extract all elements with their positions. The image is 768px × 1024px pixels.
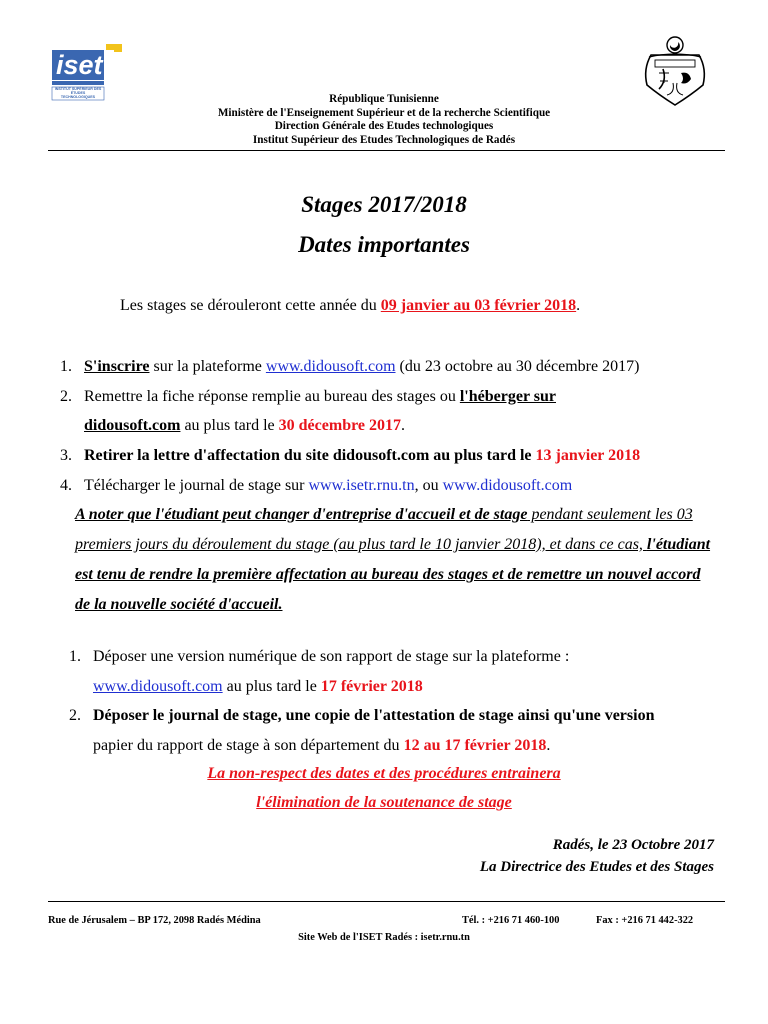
final-step-2-pre: papier du rapport de stage à son département du <box>93 737 404 754</box>
header-line-institute: Institut Supérieur des Etudes Technologiques de Radés <box>252 133 516 146</box>
isetr-link[interactable]: www.isetr.rnu.tn <box>308 477 415 494</box>
step-number: 3. <box>60 447 72 464</box>
final-step-1 <box>69 647 569 667</box>
note-part-a: A noter que l'étudiant peut changer d'entreprise d'accueil et de stage <box>75 506 528 523</box>
step-1-bold: S'inscrire <box>84 358 150 375</box>
header-line-direction: Direction Générale des Etudes technologiques <box>274 120 494 132</box>
header-line-ministry: Ministère de l'Enseignement Supérieur et de la recherche Scientifique <box>217 106 551 119</box>
warning-text-1: La non-respect des dates et des procédures entrainera <box>207 765 561 782</box>
step-2-continued <box>84 416 405 436</box>
final-step-1-continued <box>93 677 423 697</box>
warning-text-2: l'élimination de la soutenance de stage <box>256 794 512 811</box>
page-title: Stages 2017/2018 <box>301 192 467 217</box>
final-step-2-date: 12 au 17 février 2018 <box>403 737 547 754</box>
final-step-2 <box>69 706 654 726</box>
final-step-2-end: . <box>546 737 551 754</box>
footer-website: Site Web de l'ISET Radés : isetr.rnu.tn <box>298 932 470 943</box>
footer-divider <box>48 901 725 902</box>
step-2-bold-site: didousoft.com <box>84 417 181 434</box>
didousoft-link[interactable]: www.didousoft.com <box>265 358 396 375</box>
logo-text: iset <box>56 50 103 80</box>
header-line-republic: République Tunisienne <box>329 93 439 105</box>
signature-title: La Directrice des Etudes et des Stages <box>479 859 714 875</box>
didousoft-link-2[interactable]: www.didousoft.com <box>442 477 573 494</box>
footer-fax: Fax : +216 71 442-322 <box>596 915 694 926</box>
note-part-b: pendant seulement les 03 premiers jours du déroulement du stage (au plus tard le 10 janvier 2018), et dans ce cas, <box>75 506 693 553</box>
step-2-pre: Remettre la fiche réponse remplie au bureau des stages ou <box>84 388 460 405</box>
step-number: 2. <box>69 707 81 724</box>
intro-dates: 09 janvier au 03 février 2018 <box>380 297 577 314</box>
final-step-1-mid: au plus tard le <box>222 678 321 695</box>
final-step-1-date: 17 février 2018 <box>320 678 423 695</box>
step-4-pre: Télécharger le journal de stage sur <box>84 477 309 494</box>
final-step-1-text: Déposer une version numérique de son rapport de stage sur la plateforme : <box>93 648 570 665</box>
header-text-block <box>0 93 768 147</box>
page-subtitle: Dates importantes <box>298 232 470 257</box>
step-4 <box>60 476 572 496</box>
step-3-bold: Retirer la lettre d'affectation du site didousoft.com au plus tard le <box>84 447 536 464</box>
logo-subtitle: INSTITUT SUPÉRIEUR DES ÉTUDES TECHNOLOGIQUES <box>54 87 102 100</box>
warning-line-1 <box>0 765 768 783</box>
change-company-note <box>75 500 715 620</box>
note-part-c: l'étudiant est tenu de rendre la première affectation au bureau des stages et de remettre un nouvel accord de la nouvelle société d'accueil. <box>75 536 711 613</box>
didousoft-link-3[interactable]: www.didousoft.com <box>93 678 223 695</box>
step-number: 1. <box>60 358 72 375</box>
intro-paragraph <box>120 297 580 315</box>
final-step-2-bold: Déposer le journal de stage, une copie de l'attestation de stage ainsi qu'une version <box>93 707 655 724</box>
step-2-end: . <box>401 417 405 434</box>
header-divider <box>48 150 725 151</box>
step-2-mid: au plus tard le <box>180 417 279 434</box>
signature-date: Radés, le 23 Octobre 2017 <box>552 837 714 853</box>
final-step-2-continued <box>93 736 550 756</box>
step-2-date: 30 décembre 2017 <box>278 417 401 434</box>
step-number: 2. <box>60 388 72 405</box>
step-number: 4. <box>60 477 72 494</box>
step-1-pre: sur la plateforme <box>149 358 266 375</box>
step-1-post: (du 23 octobre au 30 décembre 2017) <box>395 358 640 375</box>
warning-line-2 <box>0 794 768 812</box>
step-1 <box>60 357 639 377</box>
footer-address: Rue de Jérusalem – BP 172, 2098 Radés Médina <box>48 915 261 926</box>
step-2-bold: l'héberger sur <box>459 388 556 405</box>
step-2 <box>60 387 556 407</box>
intro-text: Les stages se dérouleront cette année du <box>120 297 381 314</box>
step-4-mid: , ou <box>414 477 443 494</box>
footer-tel: Tél. : +216 71 460-100 <box>462 915 560 926</box>
step-number: 1. <box>69 648 81 665</box>
intro-end: . <box>576 297 581 314</box>
step-3-date: 13 janvier 2018 <box>535 447 641 464</box>
step-3 <box>60 446 640 466</box>
